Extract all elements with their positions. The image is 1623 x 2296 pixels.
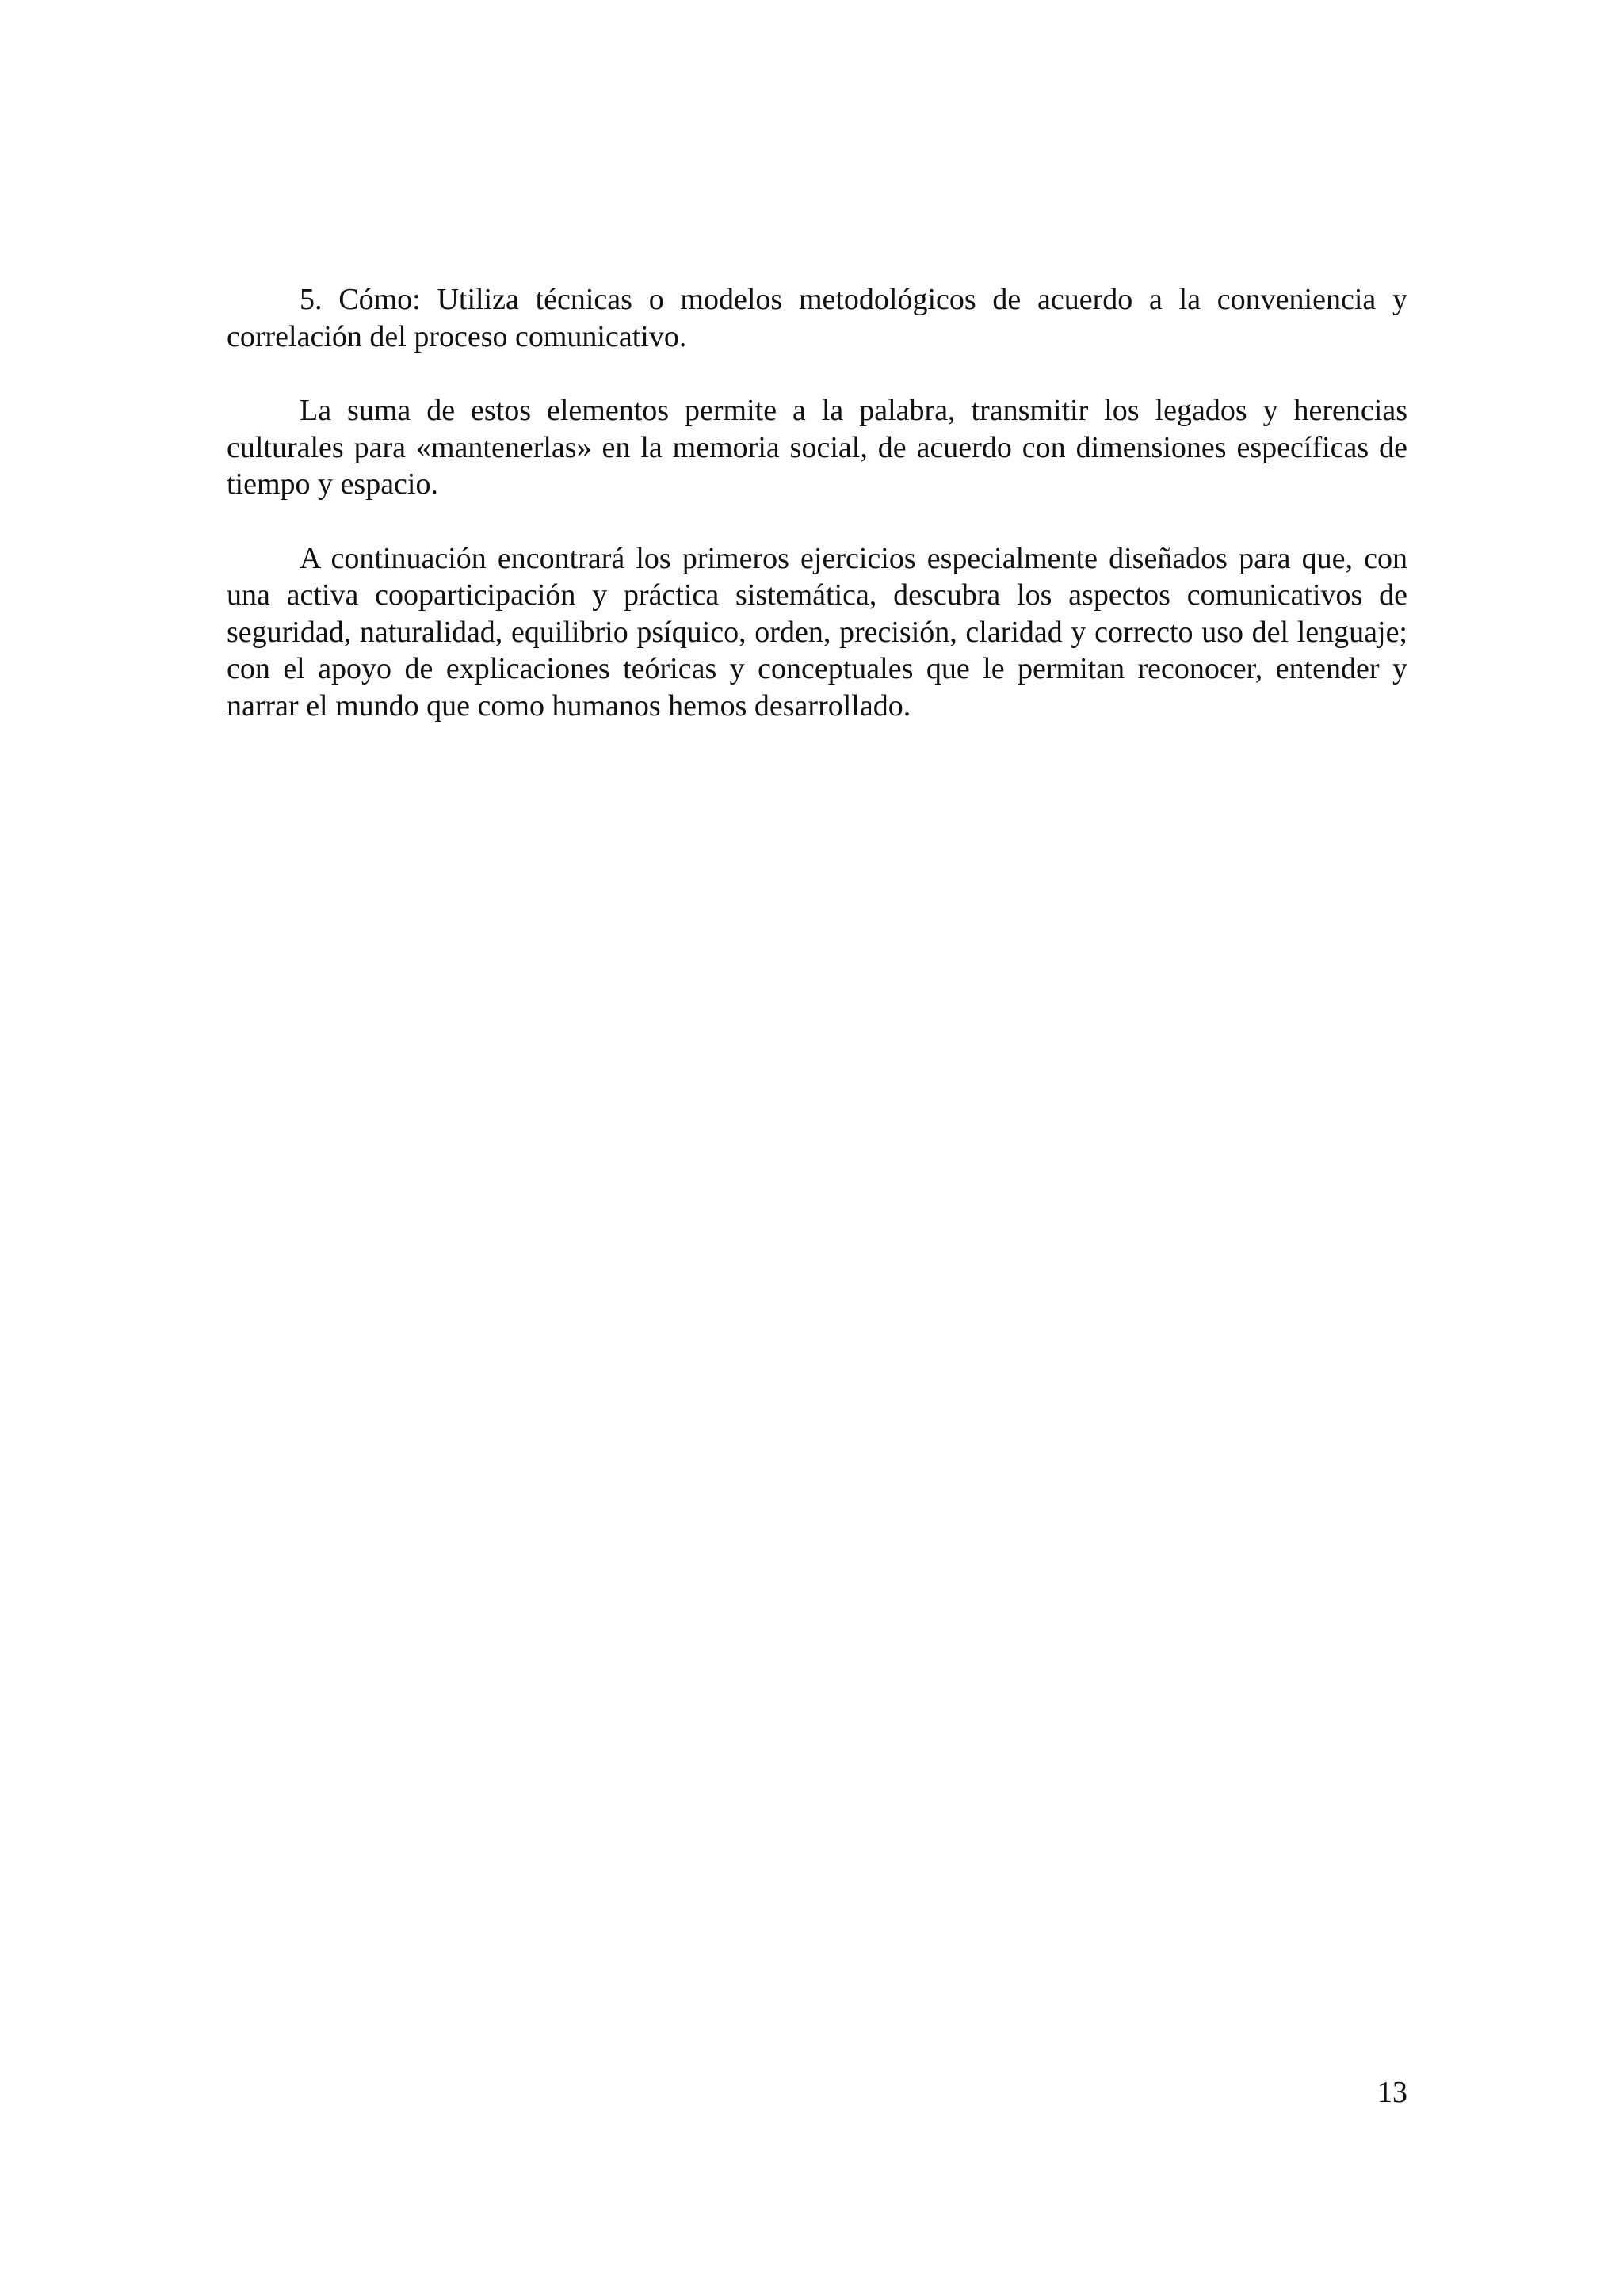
page-number: 13 — [1377, 2076, 1407, 2109]
body-text — [227, 281, 1407, 761]
paragraph-summary: La suma de estos elementos permite a la palabra, transmitir los legados y herencias culturales para «mantenerlas» en la memoria social, de acuerdo con dimensiones específicas de tiempo y espacio. — [227, 394, 1407, 501]
paragraph-exercises-intro: A continuación encontrará los primeros ejercicios especialmente diseñados para que, con una activa cooparticipación y práctica sistemática, descubra los aspectos comunicativos de seguridad, naturalidad, equilibrio psíquico, orden, precisión, claridad y correcto uso del lenguaje; con el apoyo de explicaciones teóricas y conceptuales que le permitan reconocer, entender y narrar el mundo que como humanos hemos desarrollado. — [227, 541, 1407, 723]
paragraph-list-item-5: 5. Cómo: Utiliza técnicas o modelos metodológicos de acuerdo a la conveniencia y correlación del proceso comunicativo. — [227, 283, 1407, 353]
